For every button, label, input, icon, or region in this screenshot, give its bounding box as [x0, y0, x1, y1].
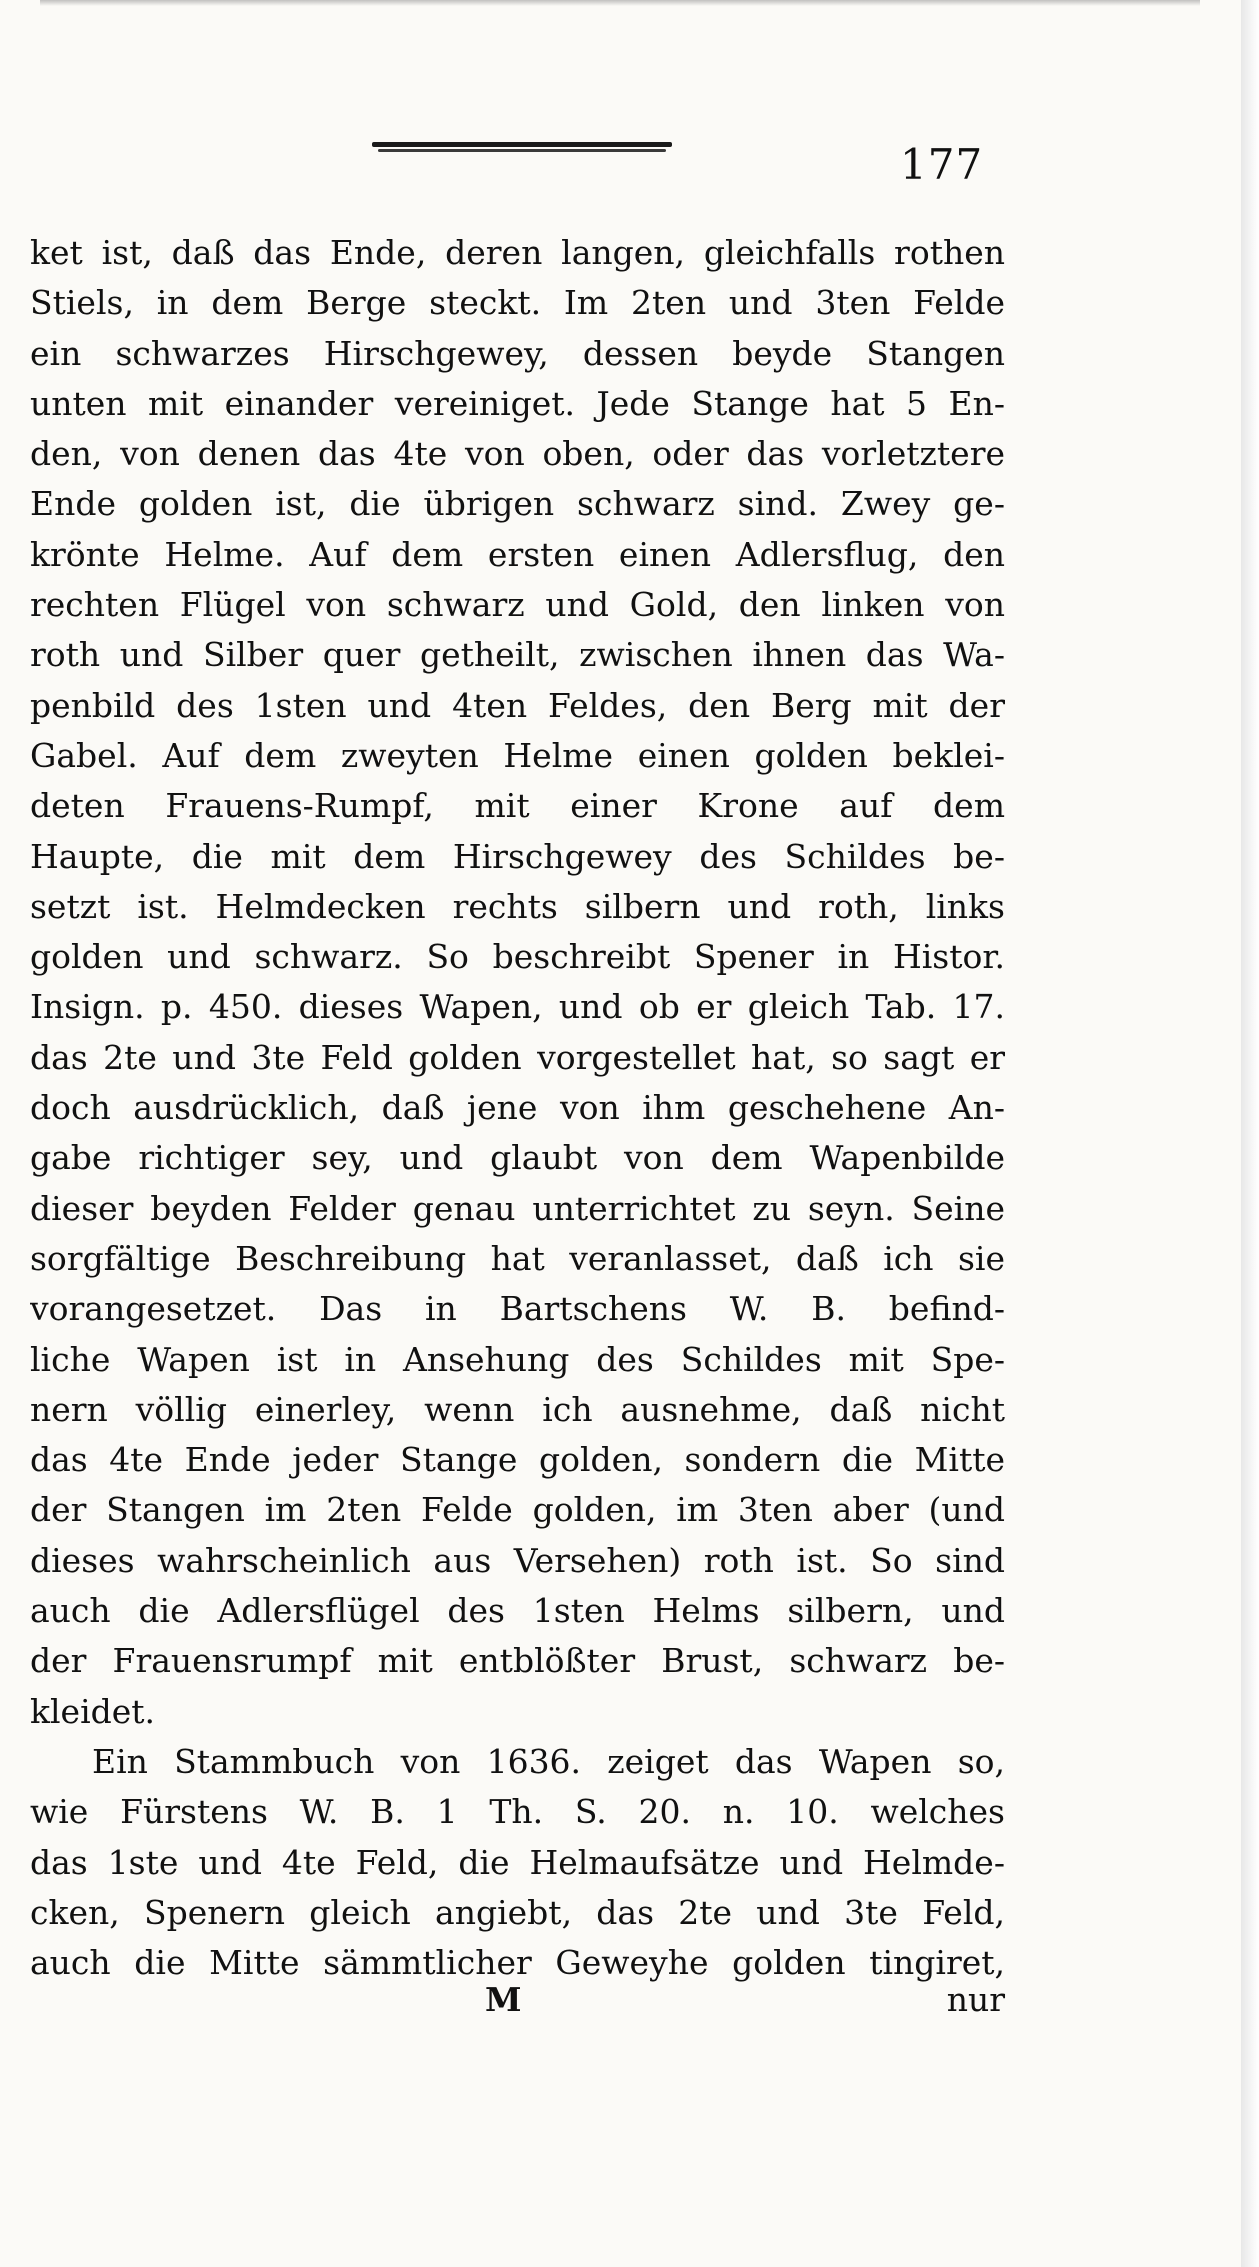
text-line: das 4te Ende jeder Stange golden, sondern die Mitte — [30, 1440, 1005, 1480]
text-line: unten mit einander vereiniget. Jede Stange hat 5 En- — [30, 383, 1005, 423]
page-number: 177 — [900, 140, 984, 189]
text-line: wie Fürstens W. B. 1 Th. S. 20. n. 10. welches — [30, 1792, 1005, 1832]
text-line: rechten Flügel von schwarz und Gold, den linken von — [30, 585, 1005, 625]
text-line: dieser beyden Felder genau unterrichtet zu seyn. Seine — [30, 1188, 1005, 1228]
text-line: vorangesetzet. Das in Bartschens W. B. befind- — [30, 1289, 1005, 1329]
page-edge-shadow — [1241, 0, 1259, 2267]
text-line: penbild des 1sten und 4ten Feldes, den Berg mit der — [30, 685, 1005, 725]
text-line: Insign. p. 450. dieses Wapen, und ob er gleich Tab. 17. — [30, 987, 1005, 1027]
body-text — [30, 228, 1005, 1988]
page-footer — [30, 1980, 1005, 2030]
text-line: das 2te und 3te Feld golden vorgestellet hat, so sagt er — [30, 1037, 1005, 1077]
text-line: ket ist, daß das Ende, deren langen, gleichfalls rothen — [30, 233, 1005, 272]
top-edge-bleed — [40, 0, 1200, 6]
text-line: roth und Silber quer getheilt, zwischen ihnen das Wa- — [30, 635, 1005, 675]
text-line: nern völlig einerley, wenn ich ausnehme, daß nicht — [30, 1389, 1005, 1429]
text-line: cken, Spenern gleich angiebt, das 2te und 3te Feld, — [30, 1892, 1005, 1932]
text-line: liche Wapen ist in Ansehung des Schildes mit Spe- — [30, 1339, 1005, 1379]
text-line: sorgfältige Beschreibung hat veranlasset, daß ich sie — [30, 1238, 1005, 1278]
text-line: deten Frauens-Rumpf, mit einer Krone auf dem — [30, 786, 1005, 826]
text-line: kleidet. — [30, 1691, 156, 1731]
text-line: der Stangen im 2ten Felde golden, im 3ten aber (und — [30, 1490, 1005, 1530]
paragraph-start-line: Ein Stammbuch von 1636. zeiget das Wapen so, — [92, 1741, 1005, 1781]
header-rule-ornament — [372, 140, 672, 154]
text-line: Ende golden ist, die übrigen schwarz sind. Zwey ge- — [30, 484, 1005, 524]
text-line: ein schwarzes Hirschgewey, dessen beyde Stangen — [30, 333, 1005, 373]
header-rule-thick — [372, 142, 672, 147]
text-line: krönte Helme. Auf dem ersten einen Adlersflug, den — [30, 534, 1005, 574]
text-line: Haupte, die mit dem Hirschgewey des Schildes be- — [30, 836, 1005, 876]
text-line: das 1ste und 4te Feld, die Helmaufsätze und Helmde- — [30, 1842, 1005, 1882]
text-line: golden und schwarz. So beschreibt Spener in Histor. — [30, 937, 1005, 977]
text-line: doch ausdrücklich, daß jene von ihm geschehene An- — [30, 1088, 1005, 1128]
header-rule-thin — [378, 149, 666, 152]
text-line: den, von denen das 4te von oben, oder das vorletztere — [30, 434, 1005, 474]
text-line: Gabel. Auf dem zweyten Helme einen golden beklei- — [30, 735, 1005, 775]
text-line: der Frauensrumpf mit entblößter Brust, schwarz be- — [30, 1641, 1005, 1681]
text-line: Stiels, in dem Berge steckt. Im 2ten und 3ten Felde — [30, 283, 1005, 323]
text-line: setzt ist. Helmdecken rechts silbern und roth, links — [30, 886, 1005, 926]
signature-mark: M — [485, 1980, 522, 2019]
text-line: dieses wahrscheinlich aus Versehen) roth ist. So sind — [30, 1540, 1005, 1580]
text-line: auch die Adlersflügel des 1sten Helms silbern, und — [30, 1591, 1005, 1631]
text-line: auch die Mitte sämmtlicher Geweyhe golden tingiret, — [30, 1943, 1005, 1983]
catchword: nur — [946, 1980, 1005, 2019]
text-line: gabe richtiger sey, und glaubt von dem Wapenbilde — [30, 1138, 1005, 1178]
